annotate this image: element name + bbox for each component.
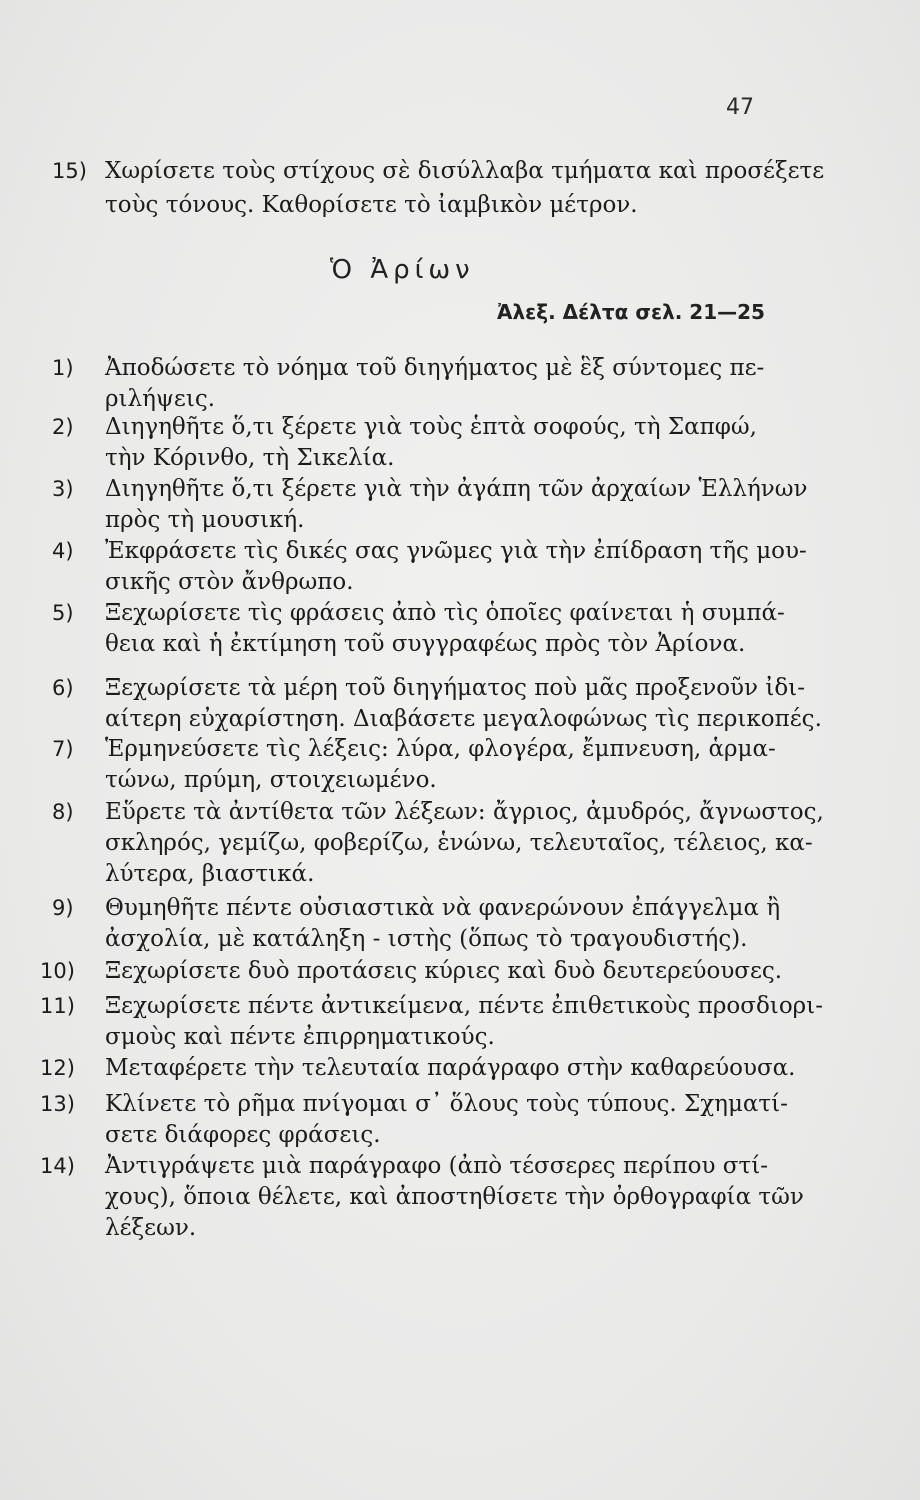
exercise-number: 7): [52, 737, 74, 761]
exercise-line: Διηγηθῆτε ὅ,τι ξέρετε γιὰ τοὺς ἑπτὰ σοφούς, τὴ Σαπφώ,: [105, 414, 757, 440]
exercise-line: Θυμηθῆτε πέντε οὐσιαστικὰ νὰ φανερώνουν ἐπάγγελμα ἢ: [105, 895, 781, 921]
exercise-line: τὴν Κόρινθο, τὴ Σικελία.: [105, 445, 395, 471]
exercise-number: 13): [40, 1092, 75, 1116]
exercise-line: τώνω, πρύμη, στοιχειωμένο.: [105, 767, 437, 793]
exercise-line: λύτερα, βιαστικά.: [105, 861, 315, 887]
exercise-line: θεια καὶ ἡ ἐκτίμηση τοῦ συγγραφέως πρὸς τὸν Ἀρίονα.: [105, 631, 746, 657]
exercise-line: Ἀποδώσετε τὸ νόημα τοῦ διηγήματος μὲ ἓξ σύντομες πε-: [105, 355, 765, 381]
exercise-line: λέξεων.: [105, 1215, 197, 1241]
exercise-number: 9): [52, 896, 74, 920]
exercise-number: 6): [52, 676, 74, 700]
exercise-line: πρὸς τὴ μουσική.: [105, 507, 305, 533]
exercise-number: 3): [52, 477, 74, 501]
exercise-line: Ξεχωρίσετε τὶς φράσεις ἀπὸ τὶς ὁποῖες φαίνεται ἡ συμπά-: [105, 600, 785, 626]
section-source: Ἀλεξ. Δέλτα σελ. 21—25: [497, 300, 765, 324]
exercise-line: Διηγηθῆτε ὅ,τι ξέρετε γιὰ τὴν ἀγάπη τῶν ἀρχαίων Ἑλλήνων: [105, 476, 808, 502]
page-number: 47: [726, 95, 754, 120]
exercise-line: Ἀντιγράψετε μιὰ παράγραφο (ἀπὸ τέσσερες περίπου στί-: [105, 1153, 769, 1179]
exercise-line: χους), ὅποια θέλετε, καὶ ἀποστηθίσετε τὴν ὀρθογραφία τῶν: [105, 1184, 804, 1210]
exercise-line: Ἐκφράσετε τὶς δικές σας γνῶμες γιὰ τὴν ἐπίδραση τῆς μου-: [105, 538, 807, 564]
exercise-number: 1): [52, 356, 74, 380]
exercise-number: 5): [52, 601, 74, 625]
exercise-number: 15): [52, 159, 87, 183]
exercise-line: ἀσχολία, μὲ κατάληξη - ιστὴς (ὅπως τὸ τραγουδιστής).: [105, 926, 748, 952]
exercise-number: 10): [40, 959, 75, 983]
exercise-number: 14): [40, 1154, 75, 1178]
exercise-line: σκληρός, γεμίζω, φοβερίζω, ἑνώνω, τελευταῖος, τέλειος, κα-: [105, 830, 813, 856]
exercise-line: τοὺς τόνους. Καθορίσετε τὸ ἰαμβικὸν μέτρον.: [105, 192, 638, 218]
exercise-number: 12): [40, 1056, 75, 1080]
exercise-line: Χωρίσετε τοὺς στίχους σὲ δισύλλαβα τμήματα καὶ προσέξετε: [105, 158, 825, 184]
exercise-number: 2): [52, 415, 74, 439]
exercise-line: Ξεχωρίσετε πέντε ἀντικείμενα, πέντε ἐπιθετικοὺς προσδιορι-: [105, 993, 823, 1019]
exercise-line: Εὕρετε τὰ ἀντίθετα τῶν λέξεων: ἄγριος, ἀμυδρός, ἄγνωστος,: [105, 799, 824, 825]
exercise-number: 4): [52, 539, 74, 563]
exercise-line: Μεταφέρετε τὴν τελευταία παράγραφο στὴν καθαρεύουσα.: [105, 1055, 796, 1081]
exercise-line: Ἑρμηνεύσετε τὶς λέξεις: λύρα, φλογέρα, ἔμπνευση, ἁρμα-: [105, 736, 776, 762]
exercise-number: 11): [40, 994, 75, 1018]
exercise-line: σμοὺς καὶ πέντε ἐπιρρηματικούς.: [105, 1024, 495, 1050]
exercise-line: Ξεχωρίσετε δυὸ προτάσεις κύριες καὶ δυὸ δευτερεύουσες.: [105, 958, 783, 984]
section-title: Ὁ Ἀρίων: [330, 255, 475, 285]
exercise-number: 8): [52, 800, 74, 824]
exercise-line: Κλίνετε τὸ ρῆμα πνίγομαι σ᾽ ὅλους τοὺς τύπους. Σχηματί-: [105, 1091, 788, 1117]
exercise-line: αίτερη εὐχαρίστηση. Διαβάσετε μεγαλοφώνως τὶς περικοπές.: [105, 706, 822, 732]
exercise-line: Ξεχωρίσετε τὰ μέρη τοῦ διηγήματος ποὺ μᾶς προξενοῦν ἰδι-: [105, 675, 805, 701]
exercise-line: σετε διάφορες φράσεις.: [105, 1122, 381, 1148]
exercise-line: σικῆς στὸν ἄνθρωπο.: [105, 569, 354, 595]
exercise-line: ριλήψεις.: [105, 386, 216, 412]
